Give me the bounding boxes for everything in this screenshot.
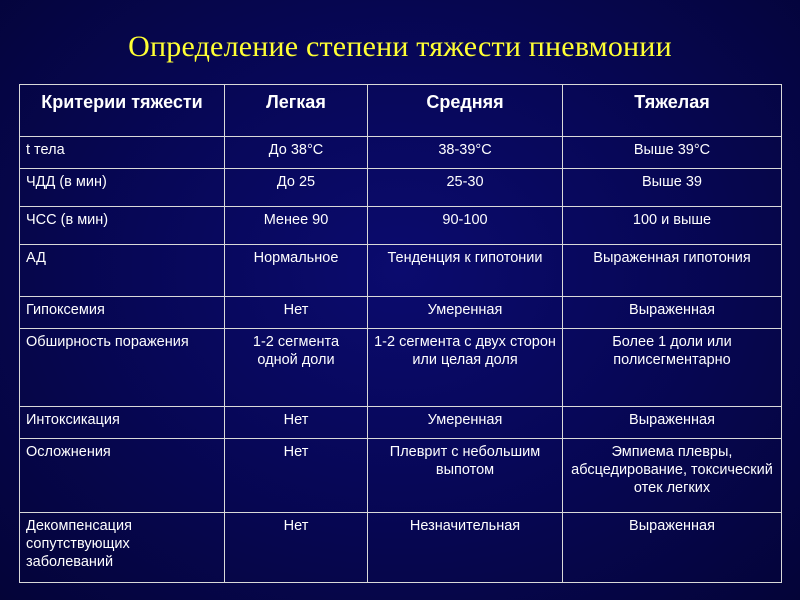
table-row: [20, 169, 782, 207]
table-cell: Нет: [225, 439, 368, 513]
table-row: [20, 329, 782, 407]
table-cell: Выраженная: [563, 407, 782, 439]
header-criteria: Критерии тяжести: [20, 85, 225, 137]
table-cell: До 38°C: [225, 137, 368, 169]
table-cell: 25-30: [368, 169, 563, 207]
table-cell: t тела: [20, 137, 225, 169]
table-cell: Нет: [225, 297, 368, 329]
table-cell: 90-100: [368, 207, 563, 245]
table-row: [20, 407, 782, 439]
table-cell: Гипоксемия: [20, 297, 225, 329]
table-cell: Нормальное: [225, 245, 368, 297]
table-cell: Нет: [225, 407, 368, 439]
table-row: [20, 245, 782, 297]
table-cell: Нет: [225, 513, 368, 583]
slide-title: Определение степени тяжести пневмонии: [128, 30, 672, 63]
table-cell: Интоксикация: [20, 407, 225, 439]
table-cell: Умеренная: [368, 407, 563, 439]
table-cell: Тенденция к гипотонии: [368, 245, 563, 297]
table-cell: Выраженная: [563, 297, 782, 329]
table-cell: 1-2 сегмента с двух сторон или целая доля: [368, 329, 563, 407]
table-cell: Декомпенсация сопутствующих заболеваний: [20, 513, 225, 583]
table-row: [20, 137, 782, 169]
table-cell: 38-39°C: [368, 137, 563, 169]
table-row: [20, 439, 782, 513]
table-cell: ЧДД (в мин): [20, 169, 225, 207]
table-row: [20, 297, 782, 329]
table-cell: Выше 39: [563, 169, 782, 207]
table-cell: До 25: [225, 169, 368, 207]
header-severe: Тяжелая: [563, 85, 782, 137]
table-cell: Эмпиема плевры, абсцедирование, токсический отек легких: [563, 439, 782, 513]
table-cell: Умеренная: [368, 297, 563, 329]
table-cell: Обширность поражения: [20, 329, 225, 407]
table-cell: Более 1 доли или полисегментарно: [563, 329, 782, 407]
table-cell: Незначительная: [368, 513, 563, 583]
severity-table: [19, 84, 782, 583]
table-cell: Выраженная гипотония: [563, 245, 782, 297]
table-cell: Выше 39°C: [563, 137, 782, 169]
table-header-row: [20, 85, 782, 137]
table-row: [20, 207, 782, 245]
table-cell: Выраженная: [563, 513, 782, 583]
header-mild: Легкая: [225, 85, 368, 137]
table-cell: АД: [20, 245, 225, 297]
table-cell: 1-2 сегмента одной доли: [225, 329, 368, 407]
table-cell: ЧСС (в мин): [20, 207, 225, 245]
table-row: [20, 513, 782, 583]
table-cell: 100 и выше: [563, 207, 782, 245]
table-cell: Осложнения: [20, 439, 225, 513]
table-cell: Менее 90: [225, 207, 368, 245]
table-cell: Плеврит с небольшим выпотом: [368, 439, 563, 513]
header-moderate: Средняя: [368, 85, 563, 137]
